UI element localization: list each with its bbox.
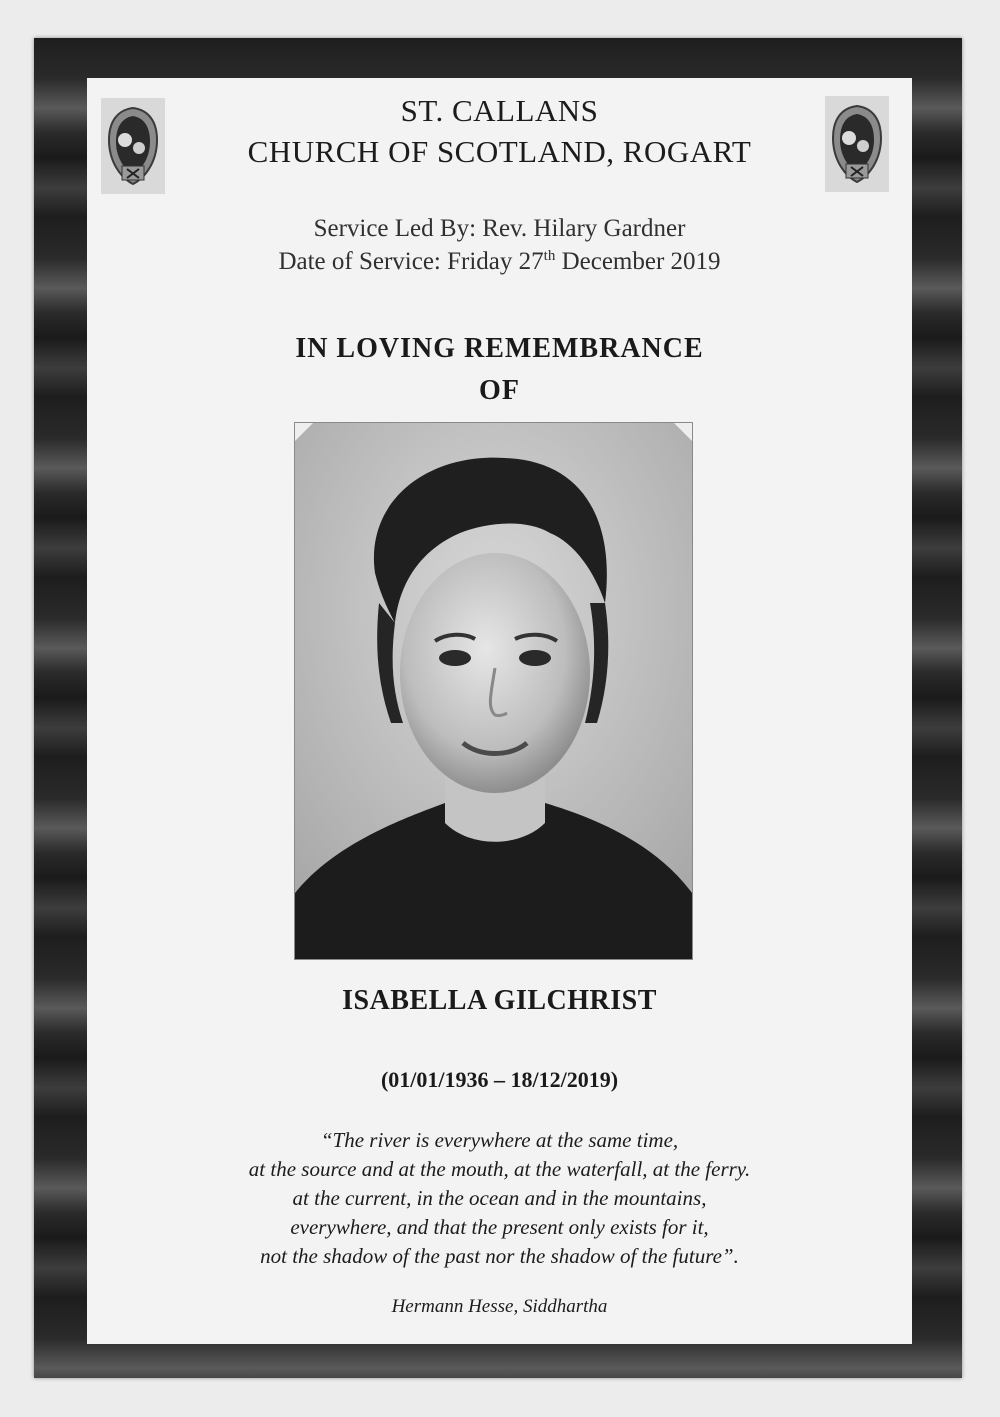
life-dates: (01/01/1936 – 18/12/2019) [380, 1067, 619, 1092]
service-date-suffix: December 2019 [555, 248, 721, 275]
quote-line: at the current, in the ocean and in the mountains, [292, 1186, 707, 1210]
service-date-ordinal: th [543, 248, 556, 264]
service-date [87, 246, 912, 278]
service-led-by: Service Led By: Rev. Hilary Gardner [313, 215, 686, 242]
portrait-photo-icon [295, 423, 692, 959]
service-date-prefix: Date of Service: Friday 27 [278, 248, 544, 275]
order-of-service-sheet [87, 78, 912, 1344]
quote-line: not the shadow of the past nor the shadow of the future”. [260, 1244, 739, 1268]
quote-line: “The river is everywhere at the same time, [320, 1128, 679, 1152]
quote-line: everywhere, and that the present only exists for it, [290, 1215, 709, 1239]
portrait-photo [294, 422, 693, 960]
quote-attribution: Hermann Hesse, Siddhartha [391, 1296, 608, 1317]
quote-line: at the source and at the mouth, at the waterfall, at the ferry. [248, 1157, 751, 1181]
deceased-name: ISABELLA GILCHRIST [342, 985, 657, 1016]
church-denomination-location: CHURCH OF SCOTLAND, ROGART [247, 134, 752, 169]
remembrance-of: OF [479, 375, 520, 406]
remembrance-heading: IN LOVING REMEMBRANCE [295, 333, 704, 364]
church-name: ST. CALLANS [400, 93, 599, 128]
